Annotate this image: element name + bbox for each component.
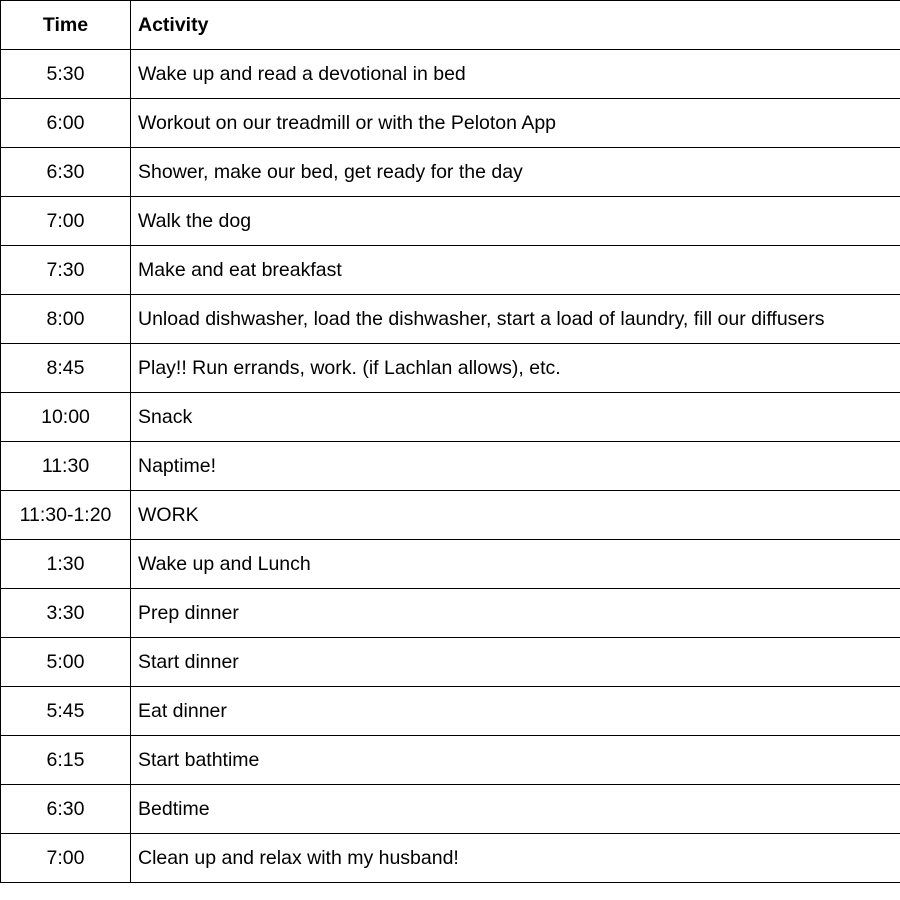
activity-cell: Naptime!	[131, 442, 900, 491]
schedule-body	[1, 50, 900, 883]
table-row	[1, 295, 900, 344]
table-row	[1, 589, 900, 638]
table-row	[1, 50, 900, 99]
table-row	[1, 344, 900, 393]
activity-cell: Walk the dog	[131, 197, 900, 246]
activity-cell: Workout on our treadmill or with the Peloton App	[131, 99, 900, 148]
activity-cell: Unload dishwasher, load the dishwasher, start a load of laundry, fill our diffusers	[131, 295, 900, 344]
time-cell: 6:30	[1, 148, 131, 197]
time-cell: 6:15	[1, 736, 131, 785]
activity-cell: Make and eat breakfast	[131, 246, 900, 295]
time-cell: 6:30	[1, 785, 131, 834]
activity-cell: Wake up and Lunch	[131, 540, 900, 589]
table-row	[1, 491, 900, 540]
activity-cell: WORK	[131, 491, 900, 540]
time-cell: 5:45	[1, 687, 131, 736]
activity-cell: Clean up and relax with my husband!	[131, 834, 900, 883]
table-row	[1, 736, 900, 785]
table-row	[1, 148, 900, 197]
table-row	[1, 540, 900, 589]
time-cell: 1:30	[1, 540, 131, 589]
activity-cell: Snack	[131, 393, 900, 442]
table-row	[1, 442, 900, 491]
time-cell: 7:30	[1, 246, 131, 295]
table-row	[1, 99, 900, 148]
time-column-header: Time	[1, 1, 131, 50]
table-row	[1, 687, 900, 736]
time-cell: 8:45	[1, 344, 131, 393]
activity-cell: Shower, make our bed, get ready for the day	[131, 148, 900, 197]
table-row	[1, 246, 900, 295]
activity-cell: Bedtime	[131, 785, 900, 834]
time-cell: 5:30	[1, 50, 131, 99]
time-cell: 3:30	[1, 589, 131, 638]
activity-cell: Start bathtime	[131, 736, 900, 785]
table-row	[1, 834, 900, 883]
activity-cell: Prep dinner	[131, 589, 900, 638]
time-cell: 6:00	[1, 99, 131, 148]
activity-cell: Start dinner	[131, 638, 900, 687]
time-cell: 7:00	[1, 197, 131, 246]
activity-cell: Eat dinner	[131, 687, 900, 736]
table-row	[1, 197, 900, 246]
table-row	[1, 638, 900, 687]
time-cell: 7:00	[1, 834, 131, 883]
time-cell: 8:00	[1, 295, 131, 344]
time-cell: 11:30	[1, 442, 131, 491]
header-row	[1, 1, 900, 50]
activity-column-header: Activity	[131, 1, 900, 50]
table-row	[1, 785, 900, 834]
time-cell: 5:00	[1, 638, 131, 687]
activity-cell: Play!! Run errands, work. (if Lachlan allows), etc.	[131, 344, 900, 393]
time-cell: 10:00	[1, 393, 131, 442]
time-cell: 11:30-1:20	[1, 491, 131, 540]
activity-cell: Wake up and read a devotional in bed	[131, 50, 900, 99]
table-row	[1, 393, 900, 442]
